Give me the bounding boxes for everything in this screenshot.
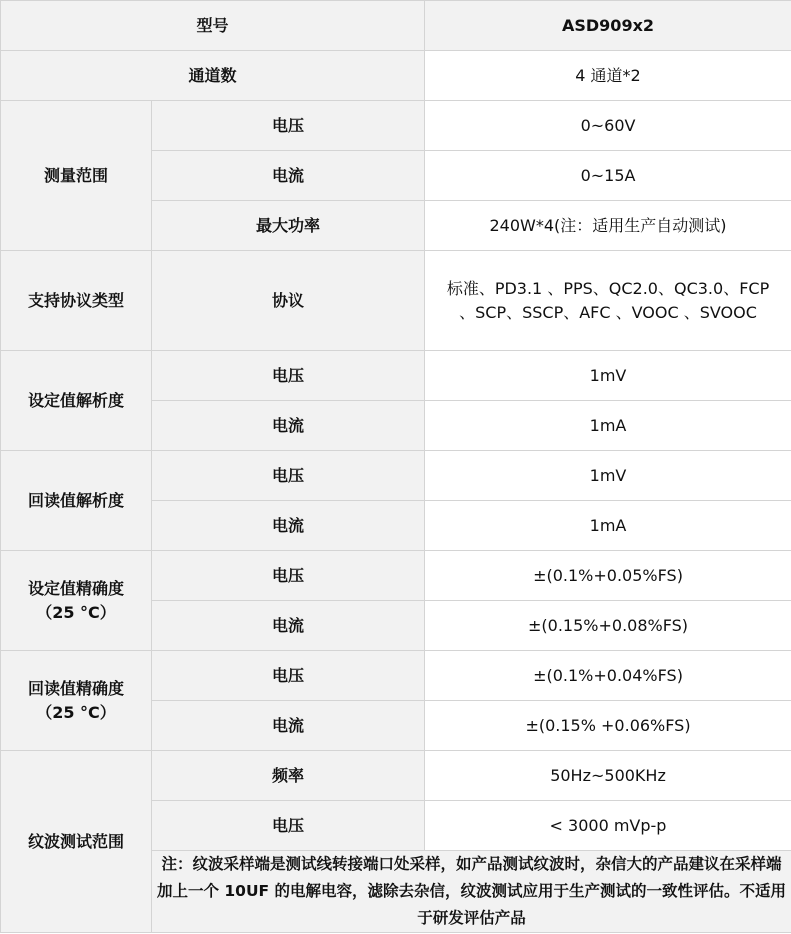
read-accuracy-current-value: ±(0.15% +0.06%FS) <box>425 701 791 751</box>
table-row <box>1 1 791 51</box>
read-resolution-voltage-label: 电压 <box>152 451 425 501</box>
ripple-range-label: 纹波测试范围 <box>1 751 152 933</box>
protocols-value-line1: 标准、PD3.1 、PPS、QC2.0、QC3.0、FCP <box>446 278 770 298</box>
protocols-value-line2: 、SCP、SSCP、AFC 、VOOC 、SVOOC <box>459 302 757 322</box>
read-accuracy-label-line2: （25 °C） <box>36 702 116 722</box>
measure-voltage-label: 电压 <box>152 101 425 151</box>
set-accuracy-voltage-value: ±(0.1%+0.05%FS) <box>425 551 791 601</box>
model-label: 型号 <box>1 1 425 51</box>
set-resolution-voltage-value: 1mV <box>425 351 791 401</box>
read-accuracy-voltage-label: 电压 <box>152 651 425 701</box>
set-accuracy-voltage-label: 电压 <box>152 551 425 601</box>
measure-current-value: 0~15A <box>425 151 791 201</box>
protocols-sub-label: 协议 <box>152 251 425 351</box>
measure-current-label: 电流 <box>152 151 425 201</box>
ripple-frequency-label: 频率 <box>152 751 425 801</box>
set-accuracy-label-line2: （25 °C） <box>36 602 116 622</box>
read-resolution-current-value: 1mA <box>425 501 791 551</box>
table-row <box>1 651 791 701</box>
ripple-voltage-label: 电压 <box>152 801 425 851</box>
channels-value: 4 通道*2 <box>425 51 791 101</box>
set-resolution-voltage-label: 电压 <box>152 351 425 401</box>
set-resolution-current-value: 1mA <box>425 401 791 451</box>
measure-power-value: 240W*4(注：适用生产自动测试) <box>425 201 791 251</box>
read-accuracy-voltage-value: ±(0.1%+0.04%FS) <box>425 651 791 701</box>
set-accuracy-current-label: 电流 <box>152 601 425 651</box>
table-row <box>1 751 791 801</box>
table-row <box>1 351 791 401</box>
set-accuracy-label-line1: 设定值精确度 <box>27 578 124 598</box>
ripple-frequency-value: 50Hz~500KHz <box>425 751 791 801</box>
table-row <box>1 451 791 501</box>
table-row <box>1 51 791 101</box>
set-accuracy-current-value: ±(0.15%+0.08%FS) <box>425 601 791 651</box>
table-row <box>1 551 791 601</box>
read-accuracy-label <box>1 651 152 751</box>
measure-power-label: 最大功率 <box>152 201 425 251</box>
read-accuracy-label-line1: 回读值精确度 <box>27 678 124 698</box>
ripple-note: 注：纹波采样端是测试线转接端口处采样，如产品测试纹波时，杂信大的产品建议在采样端加上一个 10UF 的电解电容，滤除去杂信，纹波测试应用于生产测试的一致性评估。不适用于研发评估产品 <box>152 851 791 933</box>
ripple-voltage-value: < 3000 mVp-p <box>425 801 791 851</box>
table-row <box>1 101 791 151</box>
protocols-value <box>425 251 791 351</box>
channels-label: 通道数 <box>1 51 425 101</box>
set-resolution-label: 设定值解析度 <box>1 351 152 451</box>
protocols-label: 支持协议类型 <box>1 251 152 351</box>
measure-voltage-value: 0~60V <box>425 101 791 151</box>
set-resolution-current-label: 电流 <box>152 401 425 451</box>
read-resolution-current-label: 电流 <box>152 501 425 551</box>
read-resolution-voltage-value: 1mV <box>425 451 791 501</box>
table-row <box>1 251 791 351</box>
measure-range-label: 测量范围 <box>1 101 152 251</box>
model-value: ASD909x2 <box>425 1 791 51</box>
set-accuracy-label <box>1 551 152 651</box>
read-resolution-label: 回读值解析度 <box>1 451 152 551</box>
read-accuracy-current-label: 电流 <box>152 701 425 751</box>
